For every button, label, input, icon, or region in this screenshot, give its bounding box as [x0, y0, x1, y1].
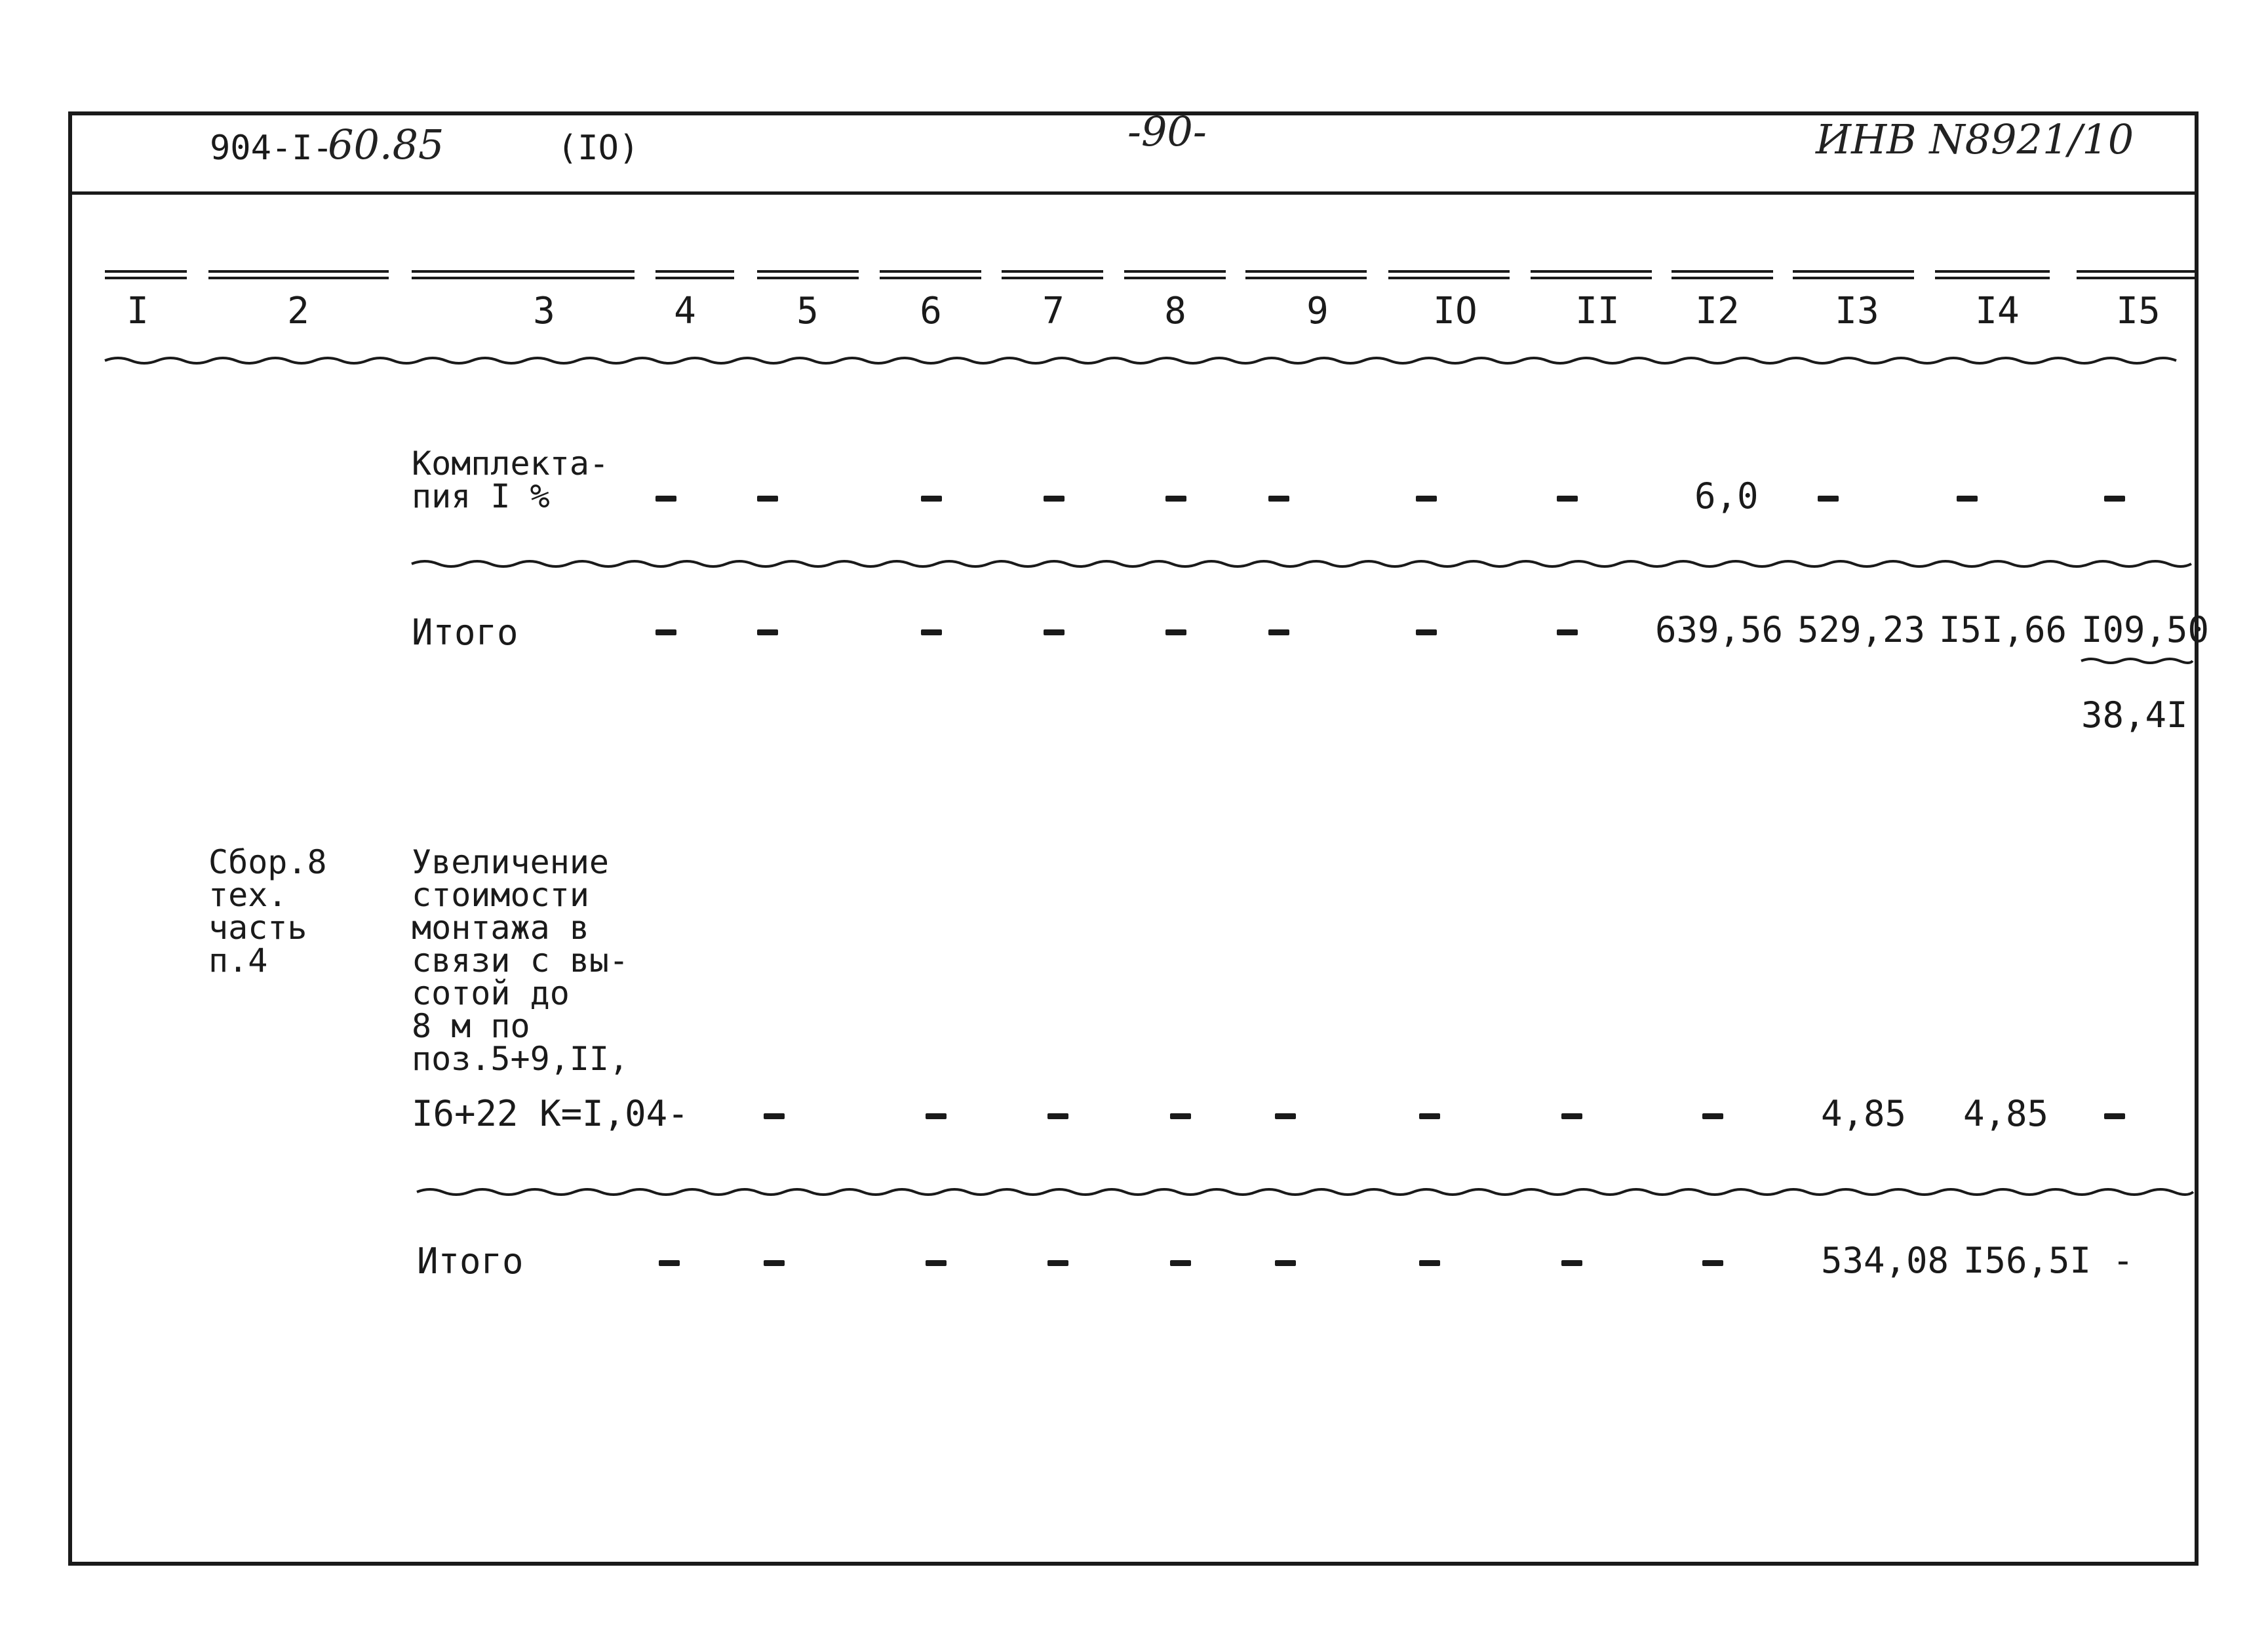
inventory-number: ИНВ N8921/10 [1816, 115, 2134, 163]
column-rule [1531, 270, 1652, 279]
column-rule [208, 270, 389, 279]
empty-cell-dash [2104, 496, 2125, 502]
row-name-line: связи с вы- [412, 942, 629, 980]
empty-cell-dash [1557, 496, 1578, 502]
column-rule [1793, 270, 1914, 279]
row-value: 639,56 [1655, 609, 1784, 650]
row-reference-line: тех. [208, 876, 288, 914]
column-number: I3 [1835, 290, 1879, 332]
empty-cell-dash [757, 629, 778, 635]
column-number: 6 [920, 290, 942, 332]
row-value: 529,23 [1797, 609, 1926, 650]
empty-cell-dash [1047, 1260, 1068, 1266]
column-rule [880, 270, 981, 279]
empty-cell-dash [1561, 1260, 1582, 1266]
column-rule [1245, 270, 1367, 279]
empty-cell-dash [655, 496, 676, 502]
row-wavy-rule [417, 1185, 2193, 1199]
empty-cell-dash [921, 496, 942, 502]
column-number: IO [1433, 290, 1477, 332]
empty-cell-dash [1268, 496, 1289, 502]
header-divider [68, 191, 2199, 195]
empty-cell-dash [1957, 496, 1978, 502]
empty-cell-dash [1416, 629, 1437, 635]
empty-cell-dash [1165, 496, 1186, 502]
empty-cell-dash [1702, 1260, 1723, 1266]
column-number: I [127, 290, 149, 332]
column-number: I4 [1975, 290, 2020, 332]
row-value: 38,4I [2081, 694, 2188, 736]
column-number: 2 [287, 290, 309, 332]
empty-cell-dash [655, 629, 676, 635]
doc-code-printed: 904-I- [210, 129, 333, 168]
column-number: 9 [1306, 290, 1329, 332]
row-name-line: поз.5+9,II, [412, 1040, 629, 1078]
doc-code-handwritten: 60.85 [328, 121, 444, 169]
column-number: 8 [1164, 290, 1186, 332]
column-rule [655, 270, 734, 279]
column-number: I2 [1695, 290, 1740, 332]
row-name-line: Увеличение [412, 843, 610, 881]
row-name-line: стоимости [412, 876, 589, 914]
column-rule [1672, 270, 1773, 279]
column-rule [757, 270, 859, 279]
column-number: I5 [2116, 290, 2160, 332]
empty-cell-dash [1044, 496, 1065, 502]
row-name: Итого [417, 1240, 524, 1282]
row-name-last-line: I6+22 K=I,04- [412, 1093, 689, 1134]
empty-cell-dash [2104, 1113, 2125, 1119]
empty-cell-dash [1268, 629, 1289, 635]
row-value: 4,85 [1963, 1093, 2049, 1134]
row-value: I09,50 [2081, 609, 2210, 650]
empty-cell-dash [926, 1113, 947, 1119]
column-rule [1935, 270, 2050, 279]
empty-cell-dash [1419, 1260, 1440, 1266]
column-rule [412, 270, 635, 279]
row-name-line: Комплекта- [412, 445, 610, 483]
row-value: 6,0 [1694, 475, 1759, 517]
column-rule [105, 270, 187, 279]
row-reference-line: п.4 [208, 942, 268, 980]
sheet-marker: (IO) [557, 129, 640, 168]
row-value: 4,85 [1821, 1093, 1907, 1134]
empty-cell-dash [764, 1260, 785, 1266]
empty-cell-dash [1165, 629, 1186, 635]
row-name-line: 8 м по [412, 1007, 530, 1045]
row-name-line: сотой до [412, 974, 570, 1012]
header-wavy-rule [105, 354, 2189, 367]
column-number: 5 [796, 290, 819, 332]
row-wavy-rule [412, 557, 2191, 570]
column-rule [1388, 270, 1510, 279]
empty-cell-dash [1419, 1113, 1440, 1119]
row-reference [208, 843, 327, 980]
empty-cell-dash [921, 629, 942, 635]
page-number: -90- [1127, 108, 1207, 155]
fraction-rule [2081, 656, 2193, 666]
column-rule [1002, 270, 1103, 279]
empty-cell-dash [659, 1260, 680, 1266]
empty-cell-dash [1044, 629, 1065, 635]
row-reference-line: часть [208, 909, 307, 947]
column-number: 7 [1042, 290, 1065, 332]
empty-cell-dash [1170, 1260, 1191, 1266]
empty-cell-dash [764, 1113, 785, 1119]
row-name: Итого [412, 612, 518, 653]
empty-cell-dash [1275, 1260, 1296, 1266]
empty-cell-dash [1416, 496, 1437, 502]
empty-cell-dash [1561, 1113, 1582, 1119]
row-value: I56,5I - [1963, 1240, 2134, 1281]
row-name [412, 843, 629, 1078]
empty-cell-dash [1047, 1113, 1068, 1119]
column-number: II [1575, 290, 1620, 332]
row-value: 534,08 [1821, 1240, 1949, 1281]
row-name-line: пия I % [412, 477, 550, 515]
column-number: 3 [533, 290, 555, 332]
empty-cell-dash [1702, 1113, 1723, 1119]
empty-cell-dash [1275, 1113, 1296, 1119]
row-reference-line: Сбор.8 [208, 843, 327, 881]
empty-cell-dash [1170, 1113, 1191, 1119]
empty-cell-dash [1818, 496, 1839, 502]
row-name-line: монтажа в [412, 909, 589, 947]
empty-cell-dash [926, 1260, 947, 1266]
row-value: I5I,66 [1939, 609, 2067, 650]
empty-cell-dash [757, 496, 778, 502]
empty-cell-dash [1557, 629, 1578, 635]
row-name [412, 447, 609, 513]
column-rule [1124, 270, 1226, 279]
column-number: 4 [674, 290, 696, 332]
column-rule [2077, 270, 2196, 279]
